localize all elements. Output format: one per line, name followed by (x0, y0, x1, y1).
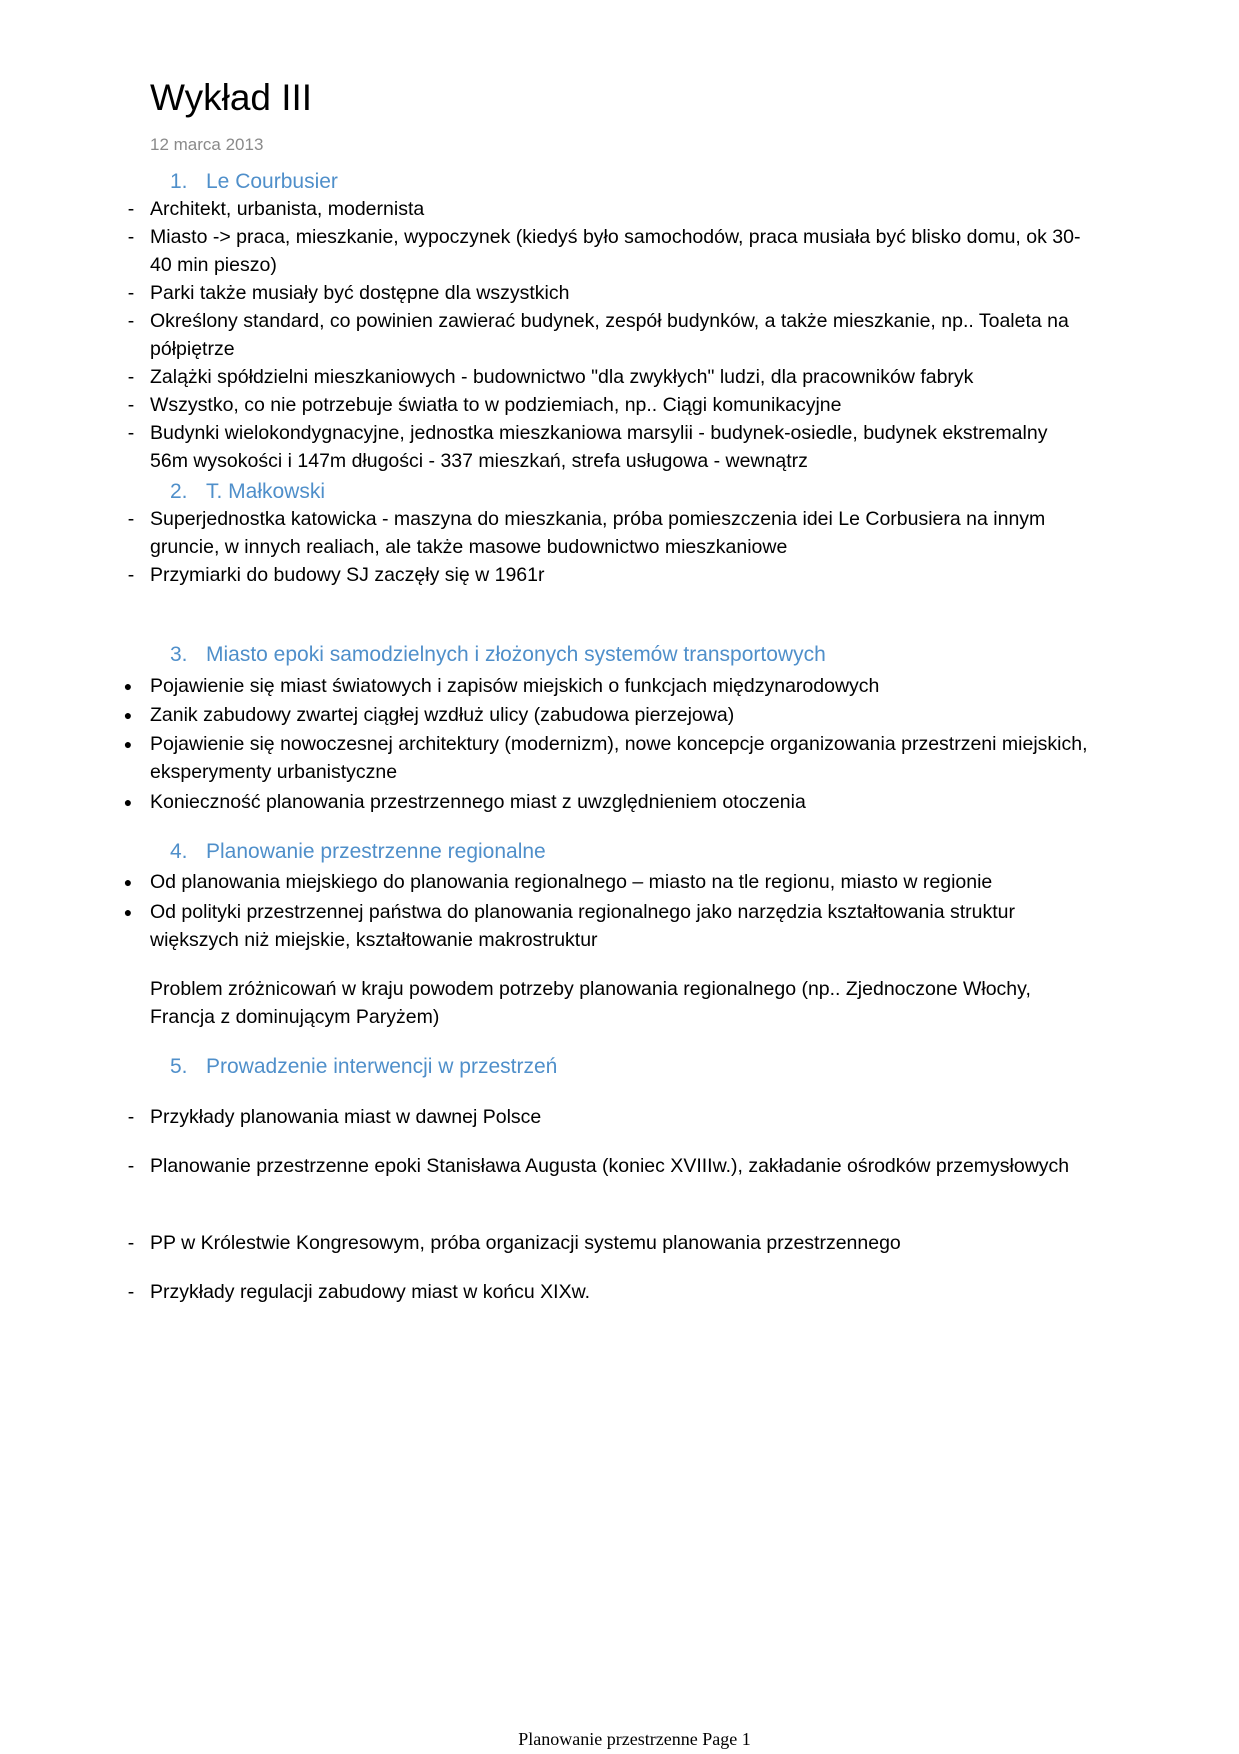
dash-marker: - (127, 422, 135, 444)
list-item-text: Pojawienie się nowoczesnej architektury (modernizm), nowe koncepcje organizowania przestrzeni miejskich, eksperymenty urbanistyczne (150, 733, 1088, 783)
list-item-text: Przymiarki do budowy SJ zaczęły się w 1961r (150, 564, 545, 586)
page-footer: Planowanie przestrzenne Page 1 (518, 1729, 751, 1749)
dash-marker: - (127, 394, 135, 416)
list-item-text: Miasto -> praca, mieszkanie, wypoczynek (kiedyś było samochodów, praca musiała być blisko domu, ok 30-40 min pieszo) (150, 226, 1081, 276)
paragraph: Problem zróżnicowań w kraju powodem potrzeby planowania regionalnego (np.. Zjednoczone Włochy, Francja z dominującym Paryżem) (150, 978, 1031, 1028)
list-item (123, 868, 1090, 896)
list-item (127, 1278, 1090, 1306)
list-item (127, 1103, 1090, 1131)
list-item (127, 561, 1090, 589)
section-number: 5. (170, 1055, 188, 1078)
section-title: Le Courbusier (206, 170, 338, 193)
section-heading-2 (170, 478, 325, 506)
section-heading-1 (170, 168, 338, 196)
list-item-text: Zanik zabudowy zwartej ciągłej wzdłuż ulicy (zabudowa pierzejowa) (150, 704, 735, 726)
bullet-marker: ● (123, 904, 133, 920)
section-heading-4 (170, 838, 546, 866)
list-item (123, 898, 1090, 954)
list-item (127, 391, 1090, 419)
dash-marker: - (127, 366, 135, 388)
list-item (127, 223, 1090, 279)
list-item-text: Planowanie przestrzenne epoki Stanisława Augusta (koniec XVIIIw.), zakładanie ośrodków przemysłowych (150, 1155, 1070, 1177)
list-item (127, 307, 1090, 363)
bullet-marker: ● (123, 736, 133, 752)
list-item (127, 1152, 1090, 1180)
bullet-marker: ● (123, 707, 133, 723)
section-title: Planowanie przestrzenne regionalne (206, 840, 546, 863)
list-item (127, 195, 1090, 223)
bullet-marker: ● (123, 678, 133, 694)
dash-marker: - (127, 282, 135, 304)
dash-marker: - (127, 310, 135, 332)
bullet-marker: ● (123, 874, 133, 890)
list-item-text: Superjednostka katowicka - maszyna do mieszkania, próba pomieszczenia idei Le Corbusiera na innym gruncie, w innych realiach, ale także masowe budownictwo mieszkaniowe (150, 508, 1046, 558)
dash-marker: - (127, 198, 135, 220)
list-item-text: Od planowania miejskiego do planowania regionalnego – miasto na tle regionu, miasto w regionie (150, 871, 993, 893)
section-heading-3 (170, 641, 826, 669)
section-title: Prowadzenie interwencji w przestrzeń (206, 1055, 558, 1078)
list-item (123, 788, 1090, 816)
dash-marker: - (127, 1281, 135, 1303)
dash-marker: - (127, 564, 135, 586)
dash-marker: - (127, 1232, 135, 1254)
list-item-text: Przykłady regulacji zabudowy miast w końcu XIXw. (150, 1281, 591, 1303)
section-number: 1. (170, 170, 188, 193)
list-item-text: Architekt, urbanista, modernista (150, 198, 425, 220)
list-item-text: Parki także musiały być dostępne dla wszystkich (150, 282, 570, 304)
list-item-text: Pojawienie się miast światowych i zapisów miejskich o funkcjach międzynarodowych (150, 675, 880, 697)
list-item (127, 419, 1090, 475)
list-item-text: Przykłady planowania miast w dawnej Polsce (150, 1106, 542, 1128)
list-item (123, 701, 1090, 729)
section-number: 3. (170, 643, 188, 666)
list-item-text: Od polityki przestrzennej państwa do planowania regionalnego jako narzędzia kształtowania struktur większych niż miejskie, kształtowanie makrostruktur (150, 901, 1015, 951)
dash-marker: - (127, 226, 135, 248)
list-item (127, 363, 1090, 391)
section-number: 2. (170, 480, 188, 503)
list-item (123, 730, 1090, 786)
document-date: 12 marca 2013 (150, 135, 264, 154)
list-item-text: Budynki wielokondygnacyjne, jednostka mieszkaniowa marsylii - budynek-osiedle, budynek ekstremalny 56m wysokości i 147m długości - 337 mieszkań, strefa usługowa - wewnątrz (150, 422, 1048, 472)
list-item (123, 672, 1090, 700)
list-item-text: Określony standard, co powinien zawierać budynek, zespół budynków, a także mieszkanie, np.. Toaleta na półpiętrze (150, 310, 1069, 360)
list-item-text: Wszystko, co nie potrzebuje światła to w podziemiach, np.. Ciągi komunikacyjne (150, 394, 842, 416)
list-item (127, 1229, 1090, 1257)
dash-marker: - (127, 508, 135, 530)
section-heading-5 (170, 1053, 557, 1081)
document-title: Wykład III (150, 77, 313, 118)
section-title: T. Małkowski (206, 480, 326, 503)
list-item-text: PP w Królestwie Kongresowym, próba organizacji systemu planowania przestrzennego (150, 1232, 901, 1254)
dash-marker: - (127, 1155, 135, 1177)
list-item (127, 505, 1090, 561)
list-item-text: Konieczność planowania przestrzennego miast z uwzględnieniem otoczenia (150, 791, 806, 813)
bullet-marker: ● (123, 794, 133, 810)
list-item (127, 279, 1090, 307)
list-item-text: Zalążki spółdzielni mieszkaniowych - budownictwo "dla zwykłych" ludzi, dla pracowników fabryk (150, 366, 974, 388)
section-title: Miasto epoki samodzielnych i złożonych systemów transportowych (206, 643, 826, 666)
section-number: 4. (170, 840, 188, 863)
dash-marker: - (127, 1106, 135, 1128)
